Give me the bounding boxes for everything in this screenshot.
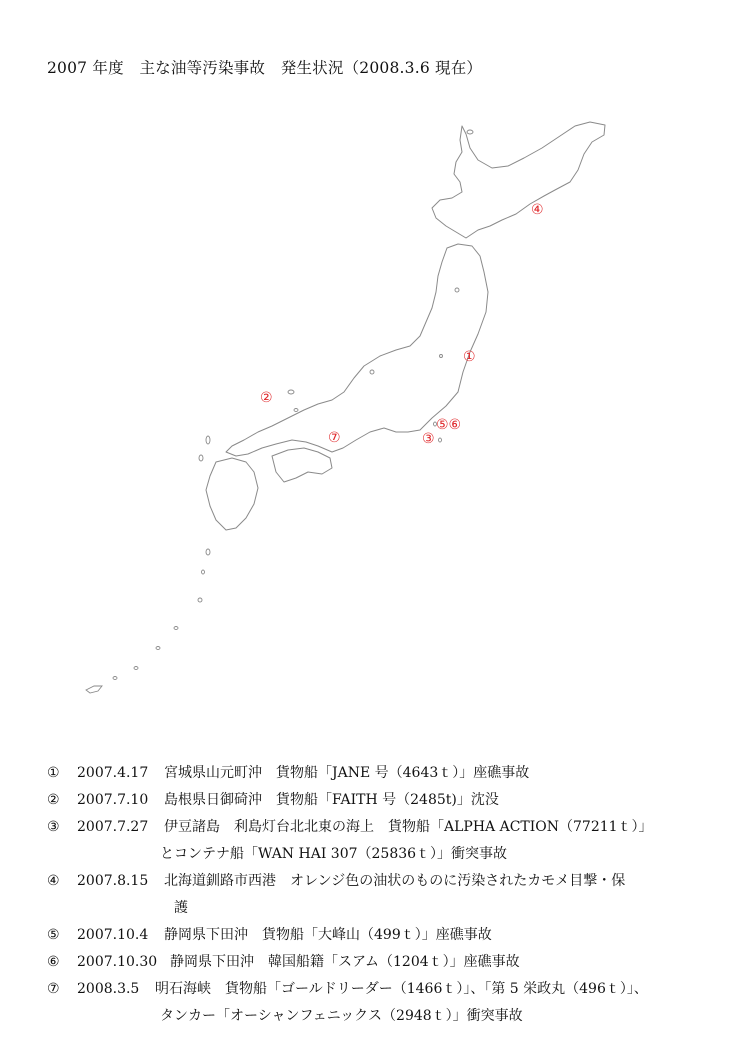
incident-date: 2007.10.4 <box>77 927 149 943</box>
marker-1: ① <box>463 349 476 365</box>
kyushu-coastline <box>206 458 258 530</box>
incident-number: ③ <box>47 819 60 835</box>
incident-date: 2008.3.5 <box>77 981 140 997</box>
incident-description: 伊豆諸島 利島灯台北北東の海上 貨物船「ALPHA ACTION（77211ｔ）」 <box>164 819 653 835</box>
marker-3: ③ <box>422 431 435 447</box>
incident-description-continued: とコンテナ船「WAN HAI 307（25836ｔ）」衝突事故 <box>160 846 508 862</box>
incident-description-continued: タンカー「オーシャンフェニックス（2948ｔ）」衝突事故 <box>160 1008 523 1024</box>
marker-4: ④ <box>531 202 544 218</box>
incident-number: ① <box>47 765 60 781</box>
page-title: 2007 年度 主な油等汚染事故 発生状況（2008.3.6 現在） <box>47 59 483 77</box>
incident-description: 静岡県下田沖 韓国船籍「スアム（1204ｔ）」座礁事故 <box>170 954 520 970</box>
incident-date: 2007.4.17 <box>77 765 149 781</box>
hokkaido-coastline <box>432 122 605 238</box>
incident-description: 静岡県下田沖 貨物船「大峰山（499ｔ）」座礁事故 <box>164 927 492 943</box>
incident-item <box>47 814 737 868</box>
incident-item <box>47 760 737 787</box>
incident-description: 宮城県山元町沖 貨物船「JANE 号（4643ｔ）」座礁事故 <box>164 765 530 781</box>
incident-item <box>47 922 737 949</box>
incident-date: 2007.7.10 <box>77 792 149 808</box>
shikoku-coastline <box>272 448 332 482</box>
incident-date: 2007.8.15 <box>77 873 149 889</box>
marker-7: ⑦ <box>328 430 341 446</box>
incident-item <box>47 976 737 1030</box>
incident-description: 明石海峡 貨物船「ゴールドリーダー（1466ｔ）」、「第 5 栄政丸（496ｔ）」、 <box>155 981 648 997</box>
incident-date: 2007.10.30 <box>77 954 158 970</box>
marker-2: ② <box>260 390 273 406</box>
outlying-islands <box>86 130 473 693</box>
incident-number: ② <box>47 792 60 808</box>
incident-number: ⑥ <box>47 954 60 970</box>
incident-number: ④ <box>47 873 60 889</box>
incident-description: 島根県日御碕沖 貨物船「FAITH 号（2485t)」沈没 <box>164 792 499 808</box>
incident-item <box>47 949 737 976</box>
incident-number: ⑤ <box>47 927 60 943</box>
incident-list <box>47 760 737 1030</box>
incident-description-continued: 護 <box>174 900 188 916</box>
incident-date: 2007.7.27 <box>77 819 149 835</box>
marker-5-6: ⑤⑥ <box>436 417 462 433</box>
incident-number: ⑦ <box>47 981 60 997</box>
incident-item <box>47 868 737 922</box>
incident-description: 北海道釧路市西港 オレンジ色の油状のものに汚染されたカモメ目撃・保 <box>164 873 626 889</box>
incident-item <box>47 787 737 814</box>
